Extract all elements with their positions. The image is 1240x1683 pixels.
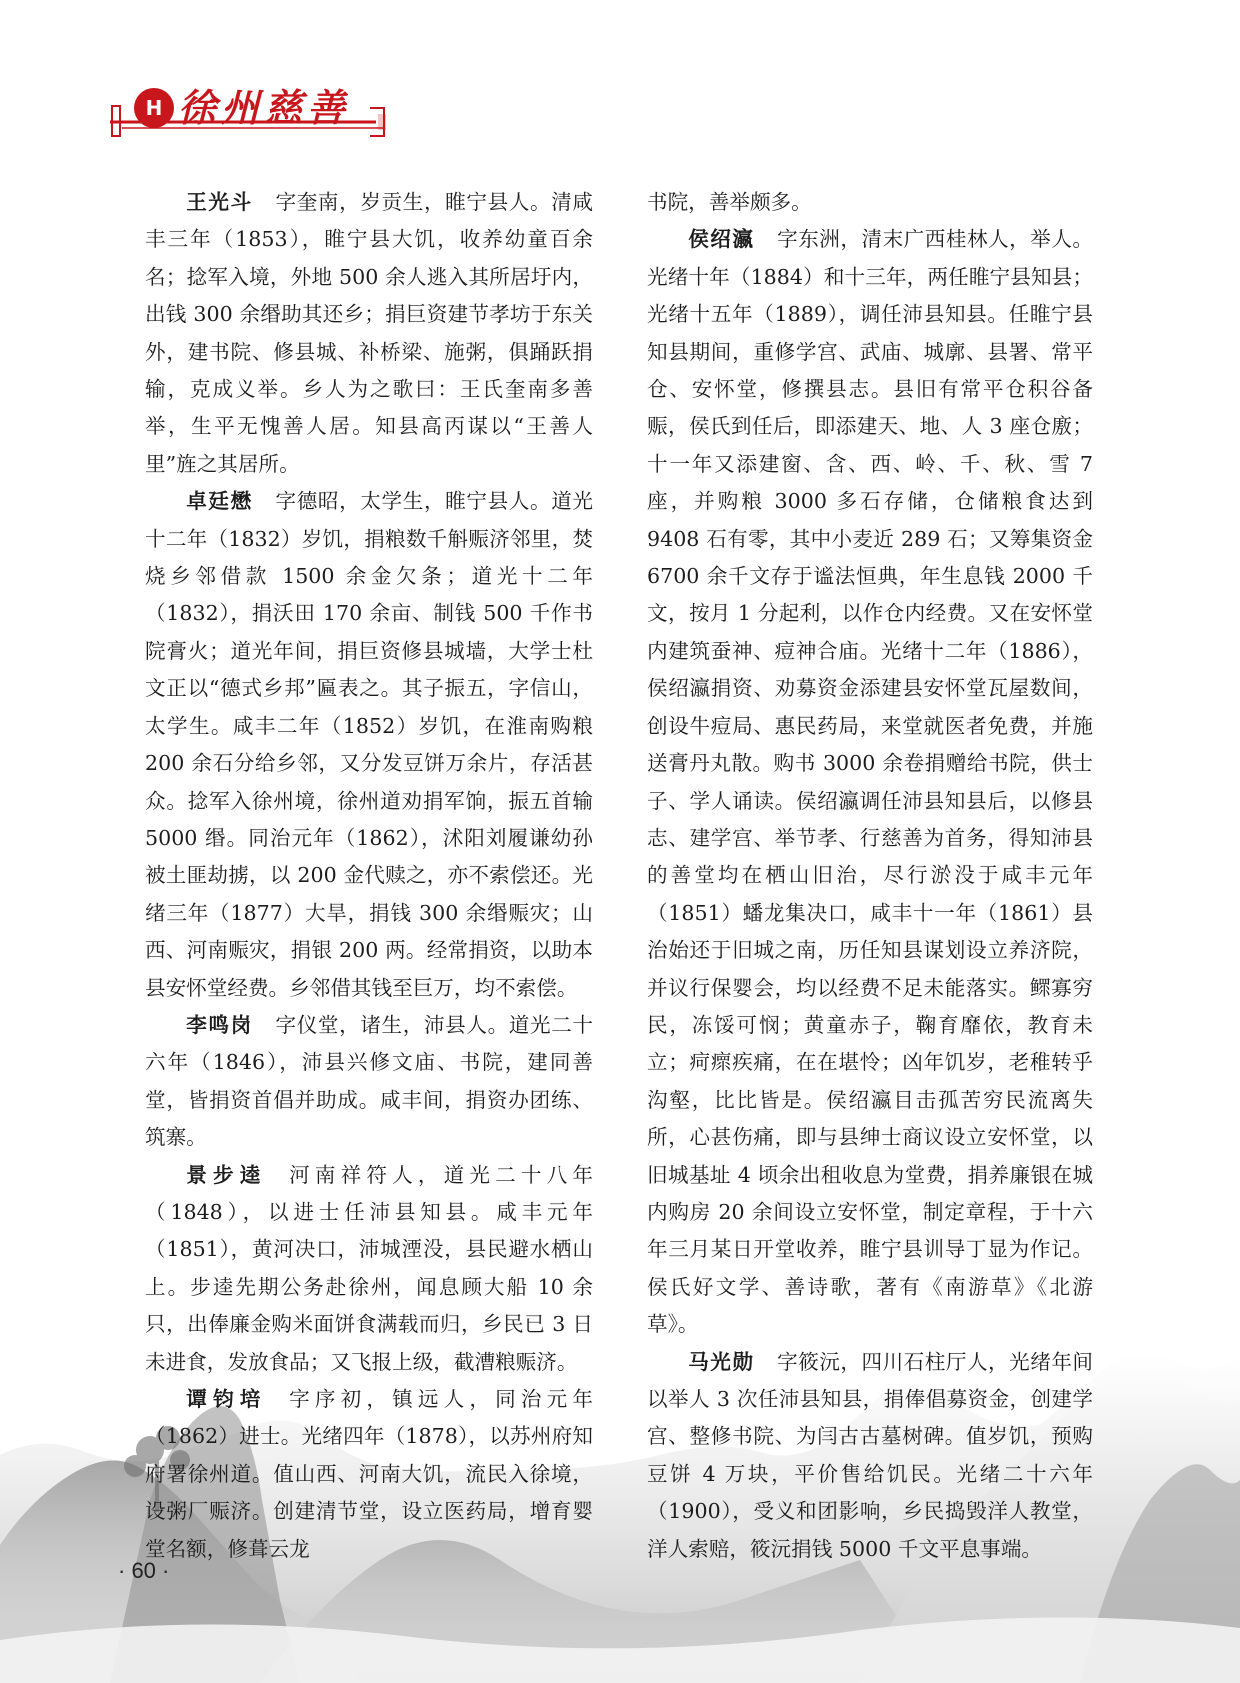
continued-text: 书院，善举颇多。	[647, 190, 812, 214]
entry-text: 字仪堂，诸生，沛县人。道光二十六年（1846），沛县兴修文庙、书院，建同善堂，皆捐资首倡并助成。咸丰间，捐资办团练、筑寨。	[145, 1012, 594, 1150]
header-logo-icon: H	[134, 88, 174, 128]
entry-text: 字东洲，清末广西桂林人，举人。光绪十年（1884）和十三年，两任睢宁县知县；光绪十五年（1889），调任沛县知县。任睢宁县知县期间，重修学宫、武庙、城廓、县署、常平仓、安怀堂，修撰县志。县旧有常平仓积谷备赈，侯氏到任后，即添建天、地、人 3 座仓廒；十一年又添建窗、含、西、岭、千、秋、雪 7 座，并购粮 3000 多石存储，仓储粮食达到 9408 石有零，其中小麦近 289 石；又筹集资金 6700 余千文存于谧法恒典，年生息钱 2000 千文，按月 1 分起利，以作仓内经费。又在安怀堂内建筑蚕神、痘神合庙。光绪十二年（1886），侯绍瀛捐资、劝募资金添建县安怀堂瓦屋数间，创设牛痘局、惠民药局，来堂就医者免费，并施送膏丹丸散。购书 3000 余卷捐赠给书院，供士子、学人诵读。侯绍瀛调任沛县知县后，以修县志、建学宫、举节孝、行慈善为首务，得知沛县的善堂均在栖山旧治，尽行淤没于咸丰元年（1851）蟠龙集决口，咸丰十一年（1861）县治始还于旧城之南，历任知县谋划设立养济院，并议行保婴会，均以经费不足未能落实。鳏寡穷民，冻馁可悯；黄童赤子，鞠育靡依，教育未立；疴瘝疾痛，在在堪怜；凶年饥岁，老稚转乎沟壑，比比皆是。侯绍瀛目击孤苦穷民流离失所，心甚伤痛，即与县绅士商议设立安怀堂，以旧城基址 4 顷余出租收息为堂费，捐养廉银在城内购房 20 余间设立安怀堂，制定章程，于十六年三月某日开堂收养，睢宁县训导丁显为作记。侯氏好文学、善诗歌，著有《南游草》《北游草》。	[647, 227, 1094, 1337]
right-column	[647, 184, 1093, 1568]
entry-paragraph	[145, 184, 593, 483]
entry-text: 字序初，镇远人，同治元年（1862）进士。光绪四年（1878），以苏州府知府署徐州道。值山西、河南大饥，流民入徐境，设粥厂赈济。创建清节堂，设立医药局，增育婴堂名额，修葺云龙	[145, 1387, 594, 1561]
person-name: 景步逵	[186, 1162, 267, 1187]
journal-header	[108, 78, 398, 158]
entry-paragraph	[145, 1007, 593, 1157]
entry-paragraph	[145, 483, 593, 1007]
entry-text: 河南祥符人，道光二十八年（1848），以进士任沛县知县。咸丰元年（1851），黄河决口，沛城湮没，县民避水栖山上。步逵先期公务赴徐州，闻息顾大船 10 余只，出俸廉金购米面饼食满载而归，乡民已 3 日未进食，发放食品；又飞报上级，截漕粮赈济。	[145, 1162, 594, 1374]
person-name: 谭钧培	[186, 1387, 267, 1411]
person-name: 卓廷懋	[186, 489, 253, 514]
page-number: · 60 ·	[118, 1558, 170, 1583]
entry-paragraph	[647, 1344, 1093, 1568]
person-name: 侯绍瀛	[688, 227, 755, 252]
left-column	[145, 184, 593, 1568]
entry-text: 字德昭，太学生，睢宁县人。道光十二年（1832）岁饥，捐粮数千斛赈济邻里，焚烧乡邻借款 1500 余金欠条；道光十二年（1832），捐沃田 170 余亩、制钱 500 千作书院膏火；道光年间，捐巨资修县城墙，大学士杜文正以“德式乡邦”匾表之。其子振五，字信山，太学生。咸丰二年（1852）岁饥，在淮南购粮 200 余石分给乡邻，又分发豆饼万余片，存活甚众。捻军入徐州境，徐州道劝捐军饷，振五首输 5000 缗。同治元年（1862），沭阳刘履谦幼孙被土匪劫掳，以 200 金代赎之，亦不索偿还。光绪三年（1877）大旱，捐钱 300 余缗赈灾；山西、河南赈灾，捐银 200 两。经常捐资，以助本县安怀堂经费。乡邻借其钱至巨万，均不索偿。	[145, 489, 594, 1000]
entry-paragraph	[145, 1157, 593, 1381]
entry-text: 字筱沅，四川石柱厅人，光绪年间以举人 3 次任沛县知县，捐俸倡募资金，创建学宫、整修书院、为闫古古墓树碑。值岁饥，预购豆饼 4 万块，平价售给饥民。光绪二十六年（1900），受义和团影响，乡民捣毁洋人教堂，洋人索赔，筱沅捐钱 5000 千文平息事端。	[647, 1349, 1094, 1561]
person-name: 马光勋	[688, 1349, 755, 1374]
person-name: 王光斗	[186, 190, 253, 214]
entry-text: 字奎南，岁贡生，睢宁县人。清咸丰三年（1853），睢宁县大饥，收养幼童百余名；捻军入境，外地 500 余人逃入其所居圩内，出钱 300 余缗助其还乡；捐巨资建节孝坊于东关外，建书院、修县城、补桥梁、施粥，俱踊跃捐输，克成义举。乡人为之歌曰：王氏奎南多善举，生平无愧善人居。知县高丙谋以“王善人里”旌之其居所。	[145, 190, 594, 476]
header-title: 徐州慈善	[178, 85, 351, 130]
person-name: 李鸣岗	[186, 1012, 253, 1037]
entry-paragraph	[647, 221, 1093, 1343]
entry-paragraph	[145, 1381, 593, 1568]
